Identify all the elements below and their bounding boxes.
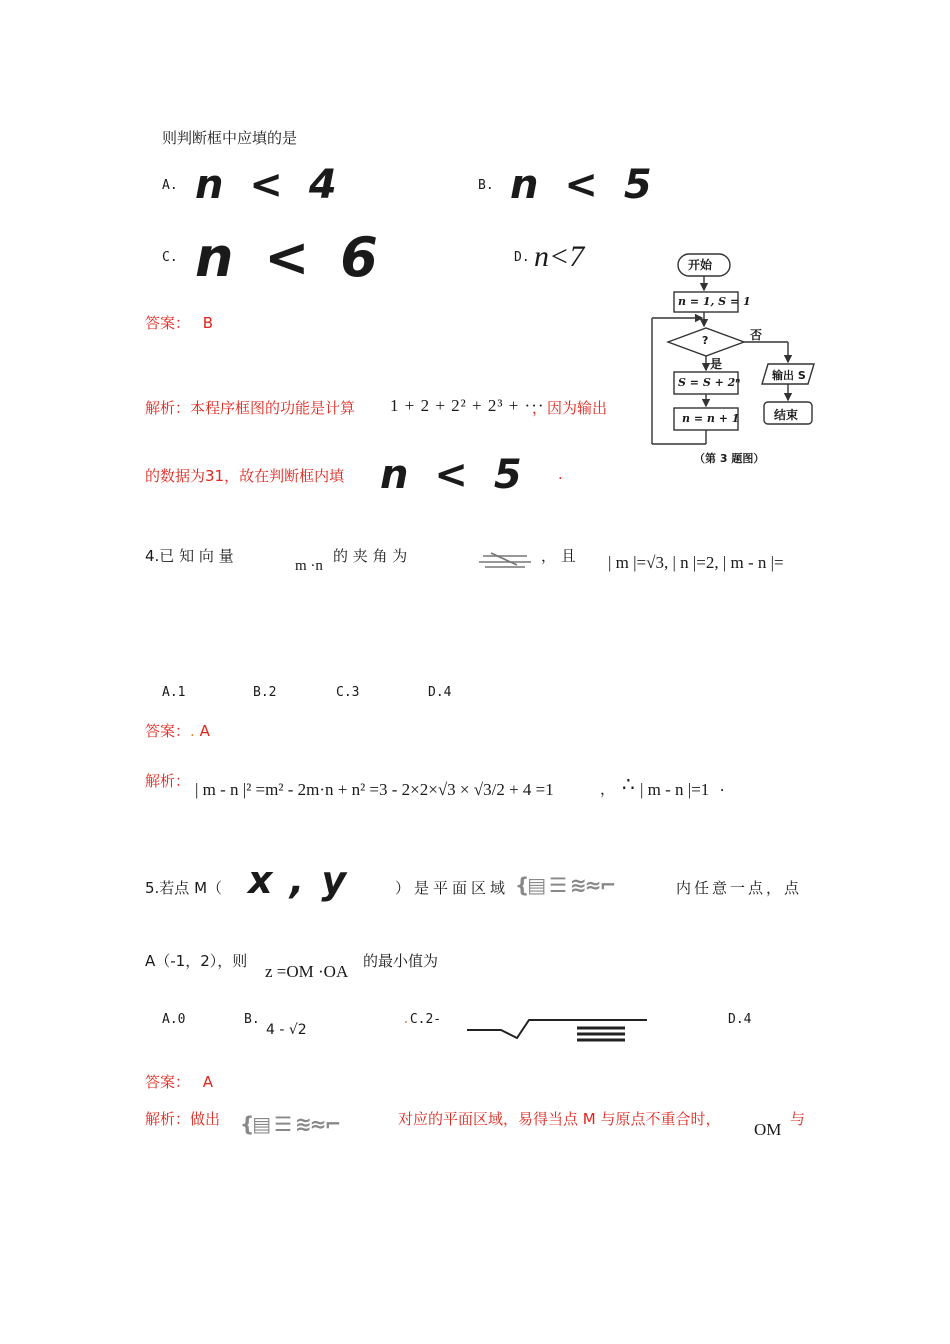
q3-answer — [145, 312, 213, 333]
flow-update-n-label: n = n + 1 — [682, 412, 740, 425]
explain-label: 解析： — [145, 1110, 191, 1128]
q3-stem: 则判断框中应填的是 — [162, 129, 298, 147]
marker-dot: . — [190, 722, 195, 740]
option-letter: C. — [409, 1012, 426, 1027]
q5-option-b-letter: B. — [244, 1012, 260, 1027]
q3-explanation-line1 — [145, 397, 355, 418]
q3-option-c-expr: n < 6 — [195, 226, 384, 289]
q5-option-c — [402, 1012, 441, 1027]
marker-dot: . — [402, 1012, 410, 1027]
q4-stem-b: 的 夹 角 为 — [333, 547, 408, 565]
q5-option-a — [162, 1012, 185, 1027]
q3-explain-text3: 的数据为31，故在判断框内填 — [145, 467, 345, 485]
q3-option-b-expr: n < 5 — [510, 162, 658, 208]
q3-explain-expr: n < 5 — [380, 452, 528, 498]
flow-update-s-label: S = S + 2ⁿ — [678, 376, 741, 389]
q3-option-a-letter: A. — [162, 178, 178, 193]
answer-label: 答案： — [145, 722, 191, 740]
q5-stem-d: A（-1，2），则 — [145, 952, 248, 970]
flow-caption: （第 3 题图） — [694, 452, 765, 465]
q5-option-b-expr: 4 - √2 — [266, 1022, 307, 1038]
explain-text1: 做出 — [190, 1110, 221, 1128]
q4-explain-end: . — [720, 776, 725, 795]
q4-angle-image — [477, 550, 533, 570]
answer-label: 答案： — [145, 1073, 191, 1091]
q3-option-a-expr: n < 4 — [195, 162, 343, 208]
q4-option-c: C.3 — [336, 685, 360, 700]
flow-end-label: 结束 — [774, 408, 799, 422]
q4-answer — [145, 720, 210, 741]
flow-start-label: 开始 — [688, 258, 713, 272]
explain-text: 本程序框图的功能是计算 — [190, 399, 356, 417]
q4-option-d: D.4 — [428, 685, 452, 700]
q4-stem-c: ， 且 — [541, 547, 576, 565]
flowchart-figure — [630, 240, 842, 472]
q5-option-c-sqrt-image — [465, 1018, 650, 1042]
q5-stem-c: 内任意一点，点 — [676, 879, 803, 897]
flow-no-label: 否 — [750, 328, 763, 342]
flow-yes-label: 是 — [710, 357, 723, 371]
flow-decision-label: ? — [702, 334, 709, 347]
q5-point: x , y — [248, 858, 349, 902]
q4-explain-sep: ， — [600, 780, 616, 798]
q5-answer — [145, 1071, 213, 1092]
answer-value: A — [199, 722, 210, 740]
q4-vectors: m ·n — [295, 558, 323, 574]
option-letter: D. — [728, 1012, 744, 1027]
q5-z-expr: z =OM ·OA — [265, 962, 349, 981]
q5-explain-om: OM — [754, 1120, 782, 1139]
q5-stem-b: ）是平面区域 — [395, 879, 510, 897]
q5-region-image: {▤ ☰ ≋≈⌐ — [515, 873, 615, 897]
q4-explain-result: | m - n |=1 — [640, 780, 710, 799]
answer-label: 答案： — [145, 314, 191, 332]
q5-explanation — [145, 1108, 220, 1129]
q5-stem-a: 5.若点 M（ — [145, 879, 223, 897]
option-letter: A. — [162, 1012, 178, 1027]
q5-option-d — [728, 1012, 751, 1027]
q3-explain-end: . — [558, 465, 563, 483]
q3-explain-formula: 1 + 2 + 2² + 2³ + ··· — [390, 396, 545, 415]
q4-explain-formula: | m - n |² =m² - 2m·n + n² =3 - 2×2×√3 × √3/2 + 4 =1 — [195, 780, 554, 799]
flow-init-label: n = 1, S = 1 — [678, 295, 751, 308]
flow-output-label: 输出 S — [772, 369, 806, 382]
explain-label: 解析： — [145, 399, 191, 417]
q3-option-b-letter: B. — [478, 178, 494, 193]
q5-region-image-2: {▤ ☰ ≋≈⌐ — [240, 1112, 340, 1136]
option-expr: 0 — [177, 1012, 186, 1027]
q3-option-d-expr: n<7 — [534, 240, 585, 273]
answer-value: B — [202, 314, 214, 332]
q4-option-a: A.1 — [162, 685, 186, 700]
q3-option-c-letter: C. — [162, 250, 178, 265]
q5-explain-text2: 对应的平面区域，易得当点 M 与原点不重合时， — [398, 1110, 721, 1128]
q5-explain-text3: 与 — [790, 1110, 806, 1128]
q5-stem-e: 的最小值为 — [363, 952, 439, 970]
q4-stem-a: 4.已 知 向 量 — [145, 547, 234, 565]
q3-explain-text2: ，因为输出 — [532, 399, 608, 417]
q4-explain-therefore: ∴ — [622, 774, 635, 796]
flowchart-svg — [630, 240, 842, 472]
option-expr: 4 — [743, 1012, 752, 1027]
answer-value: A — [202, 1073, 214, 1091]
q4-option-b: B.2 — [253, 685, 277, 700]
q4-explain-label: 解析： — [145, 772, 191, 790]
q3-option-d-letter: D. — [514, 250, 530, 265]
option-expr: 2- — [425, 1012, 442, 1027]
q4-condition: | m |=√3, | n |=2, | m - n |= — [608, 553, 784, 572]
